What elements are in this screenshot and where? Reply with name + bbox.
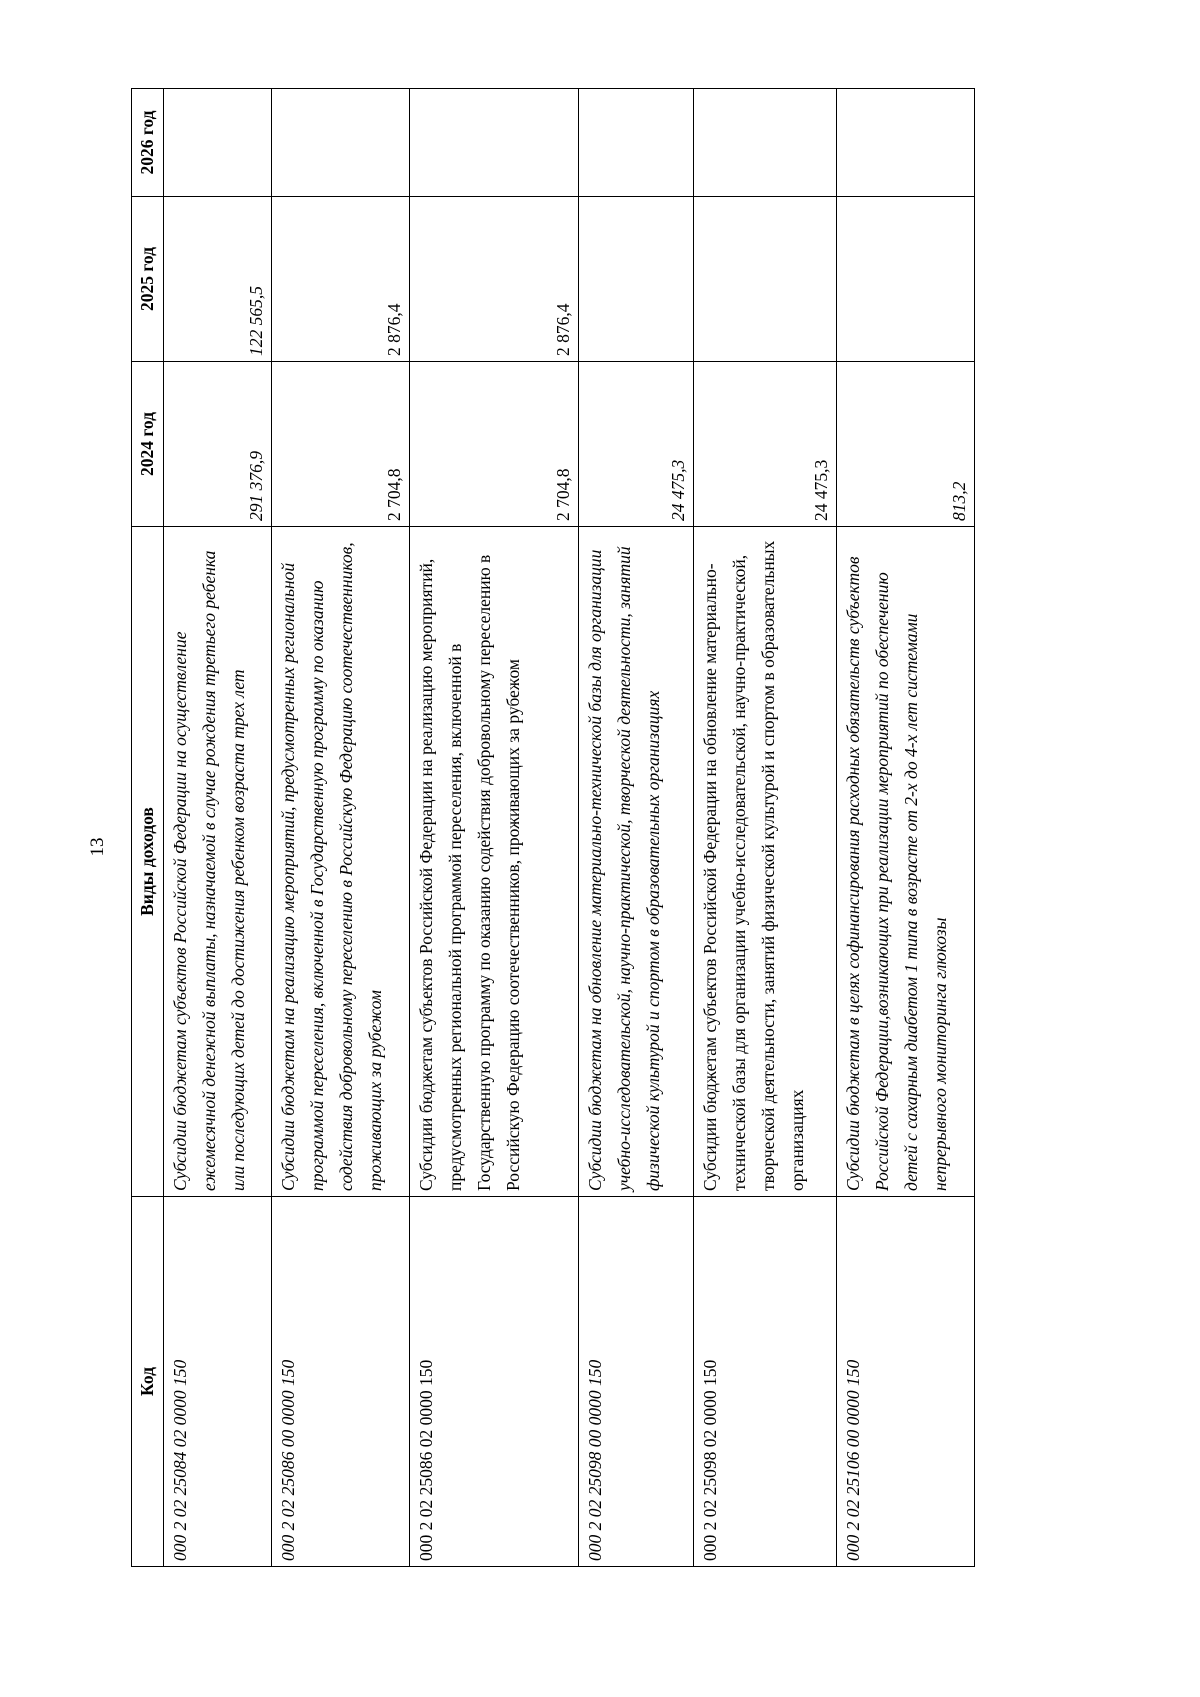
income-table — [131, 88, 975, 1567]
row-code: 000 2 02 25084 02 0000 150 — [163, 1197, 272, 1567]
row-value-2026 — [836, 89, 974, 197]
table-row — [272, 89, 409, 1567]
row-value-2026 — [163, 89, 272, 197]
row-value-2025: 2 876,4 — [409, 197, 578, 362]
row-description: Субсидии бюджетам на обновление материально-технической базы для организации учебно-исследовательской, научно-практической, творческой деятельности, занятий физической культурой и спортом в образовательных организациях — [578, 527, 693, 1197]
row-value-2025 — [693, 197, 836, 362]
row-code: 000 2 02 25098 00 0000 150 — [578, 1197, 693, 1567]
row-value-2026 — [578, 89, 693, 197]
row-code: 000 2 02 25086 00 0000 150 — [272, 1197, 409, 1567]
header-description: Виды доходов — [132, 527, 164, 1197]
row-code: 000 2 02 25106 00 0000 150 — [836, 1197, 974, 1567]
row-description: Субсидии бюджетам субъектов Российской Федерации на осуществление ежемесячной денежной выплаты, назначаемой в случае рождения третьего ребенка или последующих детей до достижения ребенком возраста трех лет — [163, 527, 272, 1197]
table-row — [836, 89, 974, 1567]
row-value-2024: 2 704,8 — [409, 362, 578, 527]
row-code: 000 2 02 25086 02 0000 150 — [409, 1197, 578, 1567]
table-row — [409, 89, 578, 1567]
rotated-table-container — [131, 89, 975, 1567]
row-description: Субсидии бюджетам в целях софинансирования расходных обязательств субъектов Российской Федерации,возникающих при реализации мероприятий по обеспечению детей с сахарным диабетом 1 типа в возрасте от 2-х до 4-х лет системами непрерывного мониторинга глюкозы — [836, 527, 974, 1197]
table-header-row — [132, 89, 164, 1567]
header-2024: 2024 год — [132, 362, 164, 527]
header-2025: 2025 год — [132, 197, 164, 362]
row-code: 000 2 02 25098 02 0000 150 — [693, 1197, 836, 1567]
table-row — [578, 89, 693, 1567]
row-description: Субсидии бюджетам субъектов Российской Федерации на реализацию мероприятий, предусмотренных региональной программой переселения, включенной в Государственную программу по оказанию содействия добровольному переселению в Российскую Федерацию соотечественников, проживающих за рубежом — [409, 527, 578, 1197]
header-code: Код — [132, 1197, 164, 1567]
row-description: Субсидии бюджетам субъектов Российской Федерации на обновление материально-технической базы для организации учебно-исследовательской, научно-практической, творческой деятельности, занятий физической культурой и спортом в образовательных организациях — [693, 527, 836, 1197]
header-2026: 2026 год — [132, 89, 164, 197]
row-value-2026 — [272, 89, 409, 197]
row-value-2024: 813,2 — [836, 362, 974, 527]
table-wrapper — [131, 89, 975, 1567]
row-value-2025: 122 565,5 — [163, 197, 272, 362]
row-value-2026 — [693, 89, 836, 197]
page-number: 13 — [87, 837, 108, 857]
row-value-2024: 2 704,8 — [272, 362, 409, 527]
row-value-2026 — [409, 89, 578, 197]
table-row — [693, 89, 836, 1567]
row-value-2025 — [836, 197, 974, 362]
row-value-2024: 24 475,3 — [693, 362, 836, 527]
row-value-2025 — [578, 197, 693, 362]
row-value-2024: 291 376,9 — [163, 362, 272, 527]
table-row — [163, 89, 272, 1567]
row-value-2025: 2 876,4 — [272, 197, 409, 362]
row-description: Субсидии бюджетам на реализацию мероприятий, предусмотренных региональной программой переселения, включенной в Государственную программу по оказанию содействия добровольному переселению в Российскую Федерацию соотечественников, проживающих за рубежом — [272, 527, 409, 1197]
row-value-2024: 24 475,3 — [578, 362, 693, 527]
